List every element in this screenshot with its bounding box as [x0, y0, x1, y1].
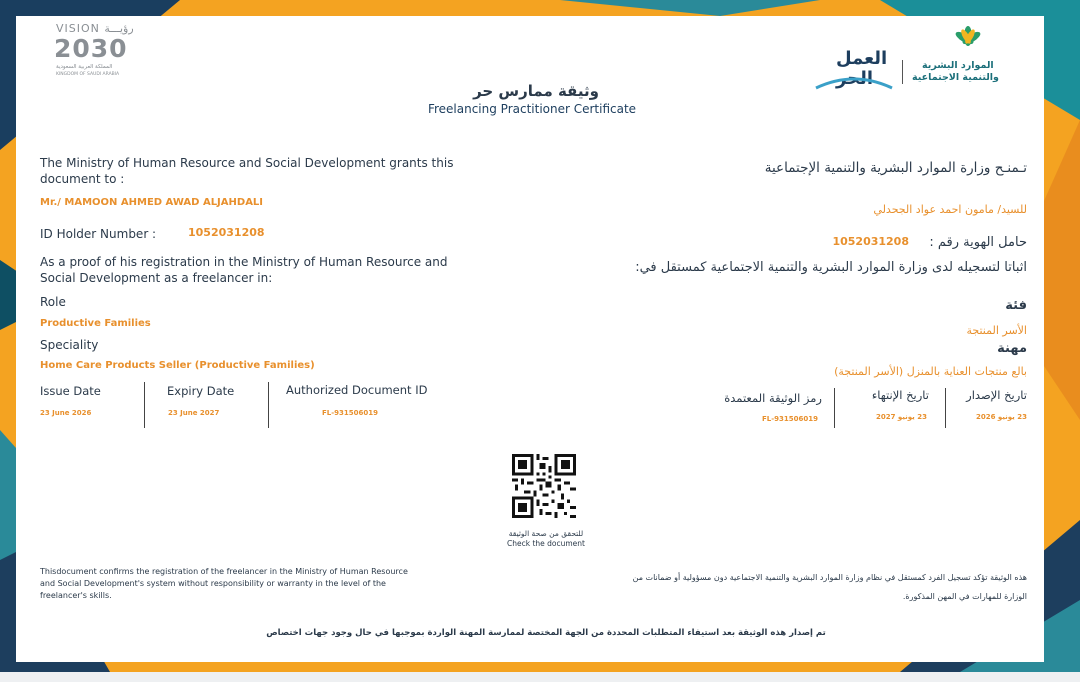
qr-label-en: Check the document	[507, 539, 585, 548]
freelance-logo-line1: العمل	[836, 48, 888, 69]
en-speciality-label: Speciality	[40, 338, 99, 352]
ar-expiry-value: 23 يونيو 2027	[876, 413, 927, 421]
en-date-separator-1	[144, 382, 145, 428]
en-docid-value: FL-931506019	[322, 409, 378, 417]
certificate-title-en: Freelancing Practitioner Certificate	[427, 102, 637, 116]
en-role-value: Productive Families	[40, 318, 151, 329]
freelance-swoosh-icon	[814, 66, 894, 96]
logo-divider	[902, 60, 903, 84]
en-grants-line2: document to :	[40, 172, 125, 186]
ar-docid-value: FL-931506019	[762, 415, 818, 423]
en-disclaimer-line2: and Social Development's system without responsibility or warranty in the level of the	[40, 579, 386, 588]
ministry-logo	[814, 26, 1004, 96]
ministry-name-line1: الموارد البشرية	[922, 60, 994, 71]
vision-2030-logo	[54, 20, 144, 80]
ar-profession-label: مهنة	[997, 341, 1027, 356]
palm-logo-icon	[948, 26, 988, 60]
en-expiry-label: Expiry Date	[167, 384, 235, 398]
ar-expiry-label: تاريخ الإنتهاء	[871, 388, 929, 402]
en-id-value: 1052031208	[188, 226, 265, 239]
en-docid-label: Authorized Document ID	[286, 383, 428, 397]
ar-category-label: فئة	[1005, 298, 1027, 313]
freelance-logo-line2: الحر	[836, 68, 874, 89]
ar-holder-name: للسيد/ مامون احمد عواد الجحدلي	[873, 203, 1027, 216]
en-date-separator-2	[268, 382, 269, 428]
ar-date-separator-1	[945, 388, 946, 428]
en-grants-line1: The Ministry of Human Resource and Social Development grants this	[40, 156, 454, 170]
qr-label-ar: للتحقق من صحة الوثيقة	[508, 529, 584, 538]
en-proof-line1: As a proof of his registration in the Ministry of Human Resource and	[40, 255, 448, 269]
bottom-strip	[0, 672, 1080, 682]
vision-logo-top: VISION رؤيـــة	[56, 22, 134, 35]
vision-logo-sub-ar: المملكة العربية السعودية	[56, 64, 113, 70]
en-issue-value: 23 June 2026	[40, 409, 92, 417]
en-disclaimer-line3: freelancer's skills.	[40, 591, 112, 600]
certificate-title-ar: وثيقة ممارس حر	[473, 82, 599, 100]
ar-grants: تـمنـح وزارة الموارد البشرية والتنمية الإجتماعية	[764, 160, 1027, 176]
ar-id-value: 1052031208	[832, 235, 909, 248]
footer-note: تم إصدار هذه الوثيقة بعد استيفاء المتطلبات المحددة من الجهة المختصة لممارسة المهنة الواردة بموجبها في حال وجود جهات اختصاص	[266, 628, 826, 638]
en-proof-line2: Social Development as a freelancer in:	[40, 271, 273, 285]
ar-id-label: حامل الهوية رقم :	[929, 235, 1027, 250]
ar-profession-value: بالع منتجات العناية بالمنزل (الأسر المنتجة)	[834, 365, 1027, 378]
en-expiry-value: 23 June 2027	[168, 409, 220, 417]
qr-code-icon[interactable]	[512, 454, 576, 518]
ar-disclaimer-line2: الوزارة للمهارات في المهن المذكورة.	[902, 592, 1027, 601]
ar-docid-label: رمز الوثيقة المعتمدة	[724, 391, 822, 405]
en-id-label: ID Holder Number :	[40, 227, 157, 241]
ar-category-value: الأسر المنتجة	[966, 324, 1027, 337]
ar-issue-label: تاريخ الإصدار	[966, 388, 1027, 402]
vision-logo-sub-en: KINGDOM OF SAUDI ARABIA	[56, 72, 120, 77]
certificate-card	[16, 16, 1044, 662]
ar-issue-value: 23 يونيو 2026	[976, 413, 1027, 421]
ar-disclaimer-line1: هذه الوثيقة تؤكد تسجيل الفرد كمستقل في نظام وزارة الموارد البشرية والتنمية الاجتماعية دون مسؤولية أو ضمانات من	[632, 573, 1027, 582]
en-holder-name: Mr./ MAMOON AHMED AWAD ALJAHDALI	[40, 197, 264, 208]
en-disclaimer-line1: Thisdocument confirms the registration of the freelancer in the Ministry of Human Resource	[40, 567, 408, 576]
ar-date-separator-2	[834, 388, 835, 428]
en-role-label: Role	[40, 295, 66, 309]
ministry-name-line2: والتنمية الاجتماعية	[912, 72, 999, 83]
ar-proof: اثباتا لتسجيله لدى وزارة الموارد البشرية والتنمية الاجتماعية كمستقل في:	[635, 260, 1027, 275]
en-speciality-value: Home Care Products Seller (Productive Families)	[40, 360, 315, 371]
vision-logo-year: 2030	[54, 34, 128, 63]
en-issue-label: Issue Date	[40, 384, 101, 398]
